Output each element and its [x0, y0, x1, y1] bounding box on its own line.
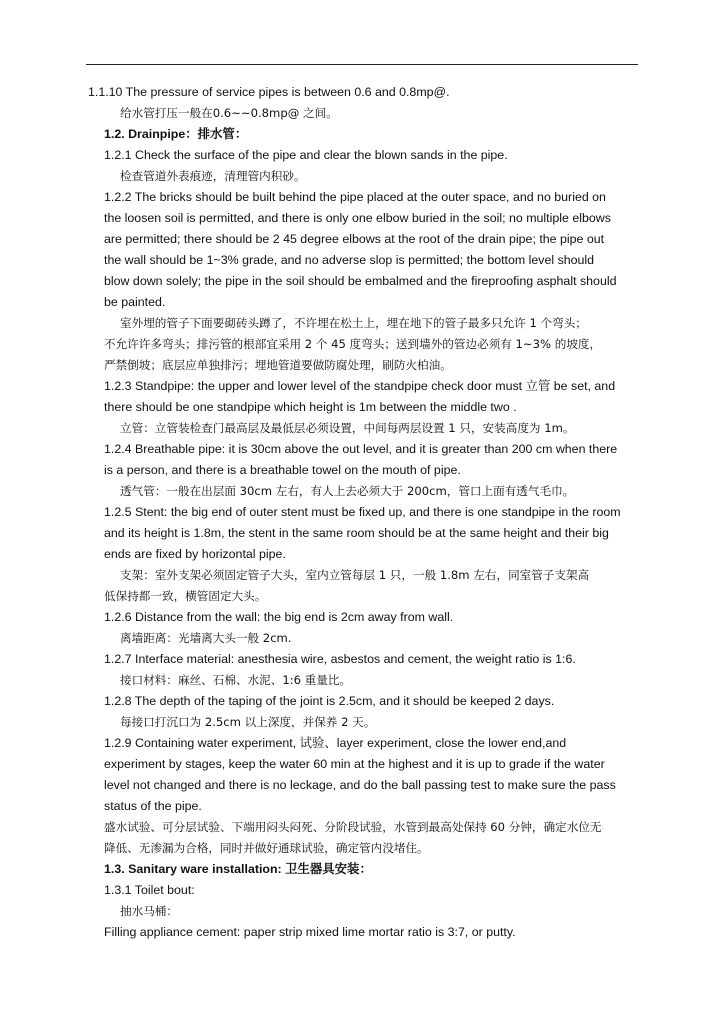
paragraph-filling-cement: Filling appliance cement: paper strip mixed lime mortar ratio is 3:7, or putty. [104, 925, 516, 939]
paragraph-1-2-7: 1.2.7 Interface material: anesthesia wire, asbestos and cement, the weight ratio is 1:6. [104, 652, 576, 666]
paragraph-1-2-5-line: and its height is 1.8m, the stent in the same room should be at the same height and their big [104, 526, 609, 540]
paragraph-1-1-10-zh: 给水管打压一般在0.6~~0.8mp@ 之间。 [120, 106, 338, 120]
paragraph-1-2-2-zh-line: 不允许许多弯头；排污管的根部宜采用 2 个 45 度弯头；送到墙外的管边必须有 1~3% 的坡度， [104, 337, 602, 351]
paragraph-1-2-8: 1.2.8 The depth of the taping of the joint is 2.5cm, and it should be keeped 2 days. [104, 694, 555, 708]
section-heading-sanitary-ware: 1.3. Sanitary ware installation: 卫生器具安装： [104, 862, 372, 876]
paragraph-1-3-1: 1.3.1 Toilet bout: [104, 883, 195, 897]
paragraph-1-2-6-zh: 离墙距离：光墙离大头一般 2cm. [120, 631, 292, 645]
section-heading-drainpipe: 1.2. Drainpipe：排水管： [104, 127, 248, 141]
header-rule [86, 64, 638, 65]
paragraph-1-2-9-zh-line: 盛水试验、可分层试验、下端用闷头闷死、分阶段试验，水管到最高处保持 60 分钟，确定水位无 [104, 820, 602, 834]
paragraph-1-2-5-zh-line: 支架：室外支架必须固定管子大头，室内立管每层 1 只，一般 1.8m 左右，同室管子支架高 [120, 568, 590, 582]
paragraph-1-1-10: 1.1.10 The pressure of service pipes is between 0.6 and 0.8mp@. [88, 85, 450, 99]
paragraph-1-2-1-zh: 检查管道外表痕迹，清理管内积砂。 [120, 169, 306, 183]
paragraph-1-2-6: 1.2.6 Distance from the wall: the big end is 2cm away from wall. [104, 610, 454, 624]
paragraph-1-2-2-line: 1.2.2 The bricks should be built behind the pipe placed at the outer space, and no buried on [104, 190, 606, 204]
paragraph-1-2-9-zh-line: 降低、无渗漏为合格，同时并做好通球试验，确定管内没堵住。 [104, 841, 429, 855]
paragraph-1-2-3-line: there should be one standpipe which height is 1m between the middle two . [104, 400, 517, 414]
paragraph-1-2-2-line: be painted. [104, 295, 166, 309]
paragraph-1-2-1: 1.2.1 Check the surface of the pipe and clear the blown sands in the pipe. [104, 148, 508, 162]
paragraph-1-3-1-zh: 抽水马桶： [120, 904, 178, 918]
paragraph-1-2-2-zh-line: 室外埋的管子下面要砌砖头蹲了，不许埋在松土上，埋在地下的管子最多只允许 1 个弯头； [120, 316, 587, 330]
paragraph-1-2-3-zh: 立管：立管装检查门最高层及最低层必须设置，中间每两层设置 1 只，安装高度为 1m。 [120, 421, 575, 435]
paragraph-1-2-5-line: 1.2.5 Stent: the big end of outer stent must be fixed up, and there is one standpipe in the room [104, 505, 621, 519]
paragraph-1-2-2-line: are permitted; there should be 2 45 degree elbows at the root of the drain pipe; the pipe out [104, 232, 605, 246]
paragraph-1-2-2-line: the wall should be 1~3% grade, and no adverse slop is permitted; the bottom level should [104, 253, 595, 267]
paragraph-1-2-5-zh-line: 低保持都一致，横管固定大头。 [104, 589, 267, 603]
paragraph-1-2-7-zh: 接口材料：麻丝、石棉、水泥、1:6 重量比。 [120, 673, 352, 687]
paragraph-1-2-4-line: 1.2.4 Breathable pipe: it is 30cm above the out level, and it is greater than 200 cm when there [104, 442, 618, 456]
paragraph-1-2-2-zh-line: 严禁倒坡；底层应单独排污；埋地管道要做防腐处理，刷防火柏油。 [104, 358, 452, 372]
paragraph-1-2-2-line: the loosen soil is permitted, and there is only one elbow buried in the soil; no multiple elbows [104, 211, 611, 225]
paragraph-1-2-2-line: blow down solely; the pipe in the soil should be embalmed and the fireproofing asphalt should [104, 274, 617, 288]
paragraph-1-2-8-zh: 每接口打沉口为 2.5cm 以上深度，并保养 2 天。 [120, 715, 376, 729]
paragraph-1-2-5-line: ends are fixed by horizontal pipe. [104, 547, 286, 561]
paragraph-1-2-9-line: experiment by stages, keep the water 60 min at the highest and it is up to grade if the water [104, 757, 605, 771]
paragraph-1-2-4-zh: 透气管：一般在出层面 30cm 左右，有人上去必须大于 200cm，管口上面有透气毛巾。 [120, 484, 575, 498]
paragraph-1-2-9-line: 1.2.9 Containing water experiment, 试验、layer experiment, close the lower end,and [104, 736, 567, 750]
paragraph-1-2-3-line: 1.2.3 Standpipe: the upper and lower level of the standpipe check door must 立管 be set, and [104, 379, 616, 393]
paragraph-1-2-4-line: is a person, and there is a breathable towel on the mouth of pipe. [104, 463, 461, 477]
paragraph-1-2-9-line: status of the pipe. [104, 799, 202, 813]
paragraph-1-2-9-line: level not changed and there is no leckage, and do the ball passing test to make sure the pass [104, 778, 616, 792]
